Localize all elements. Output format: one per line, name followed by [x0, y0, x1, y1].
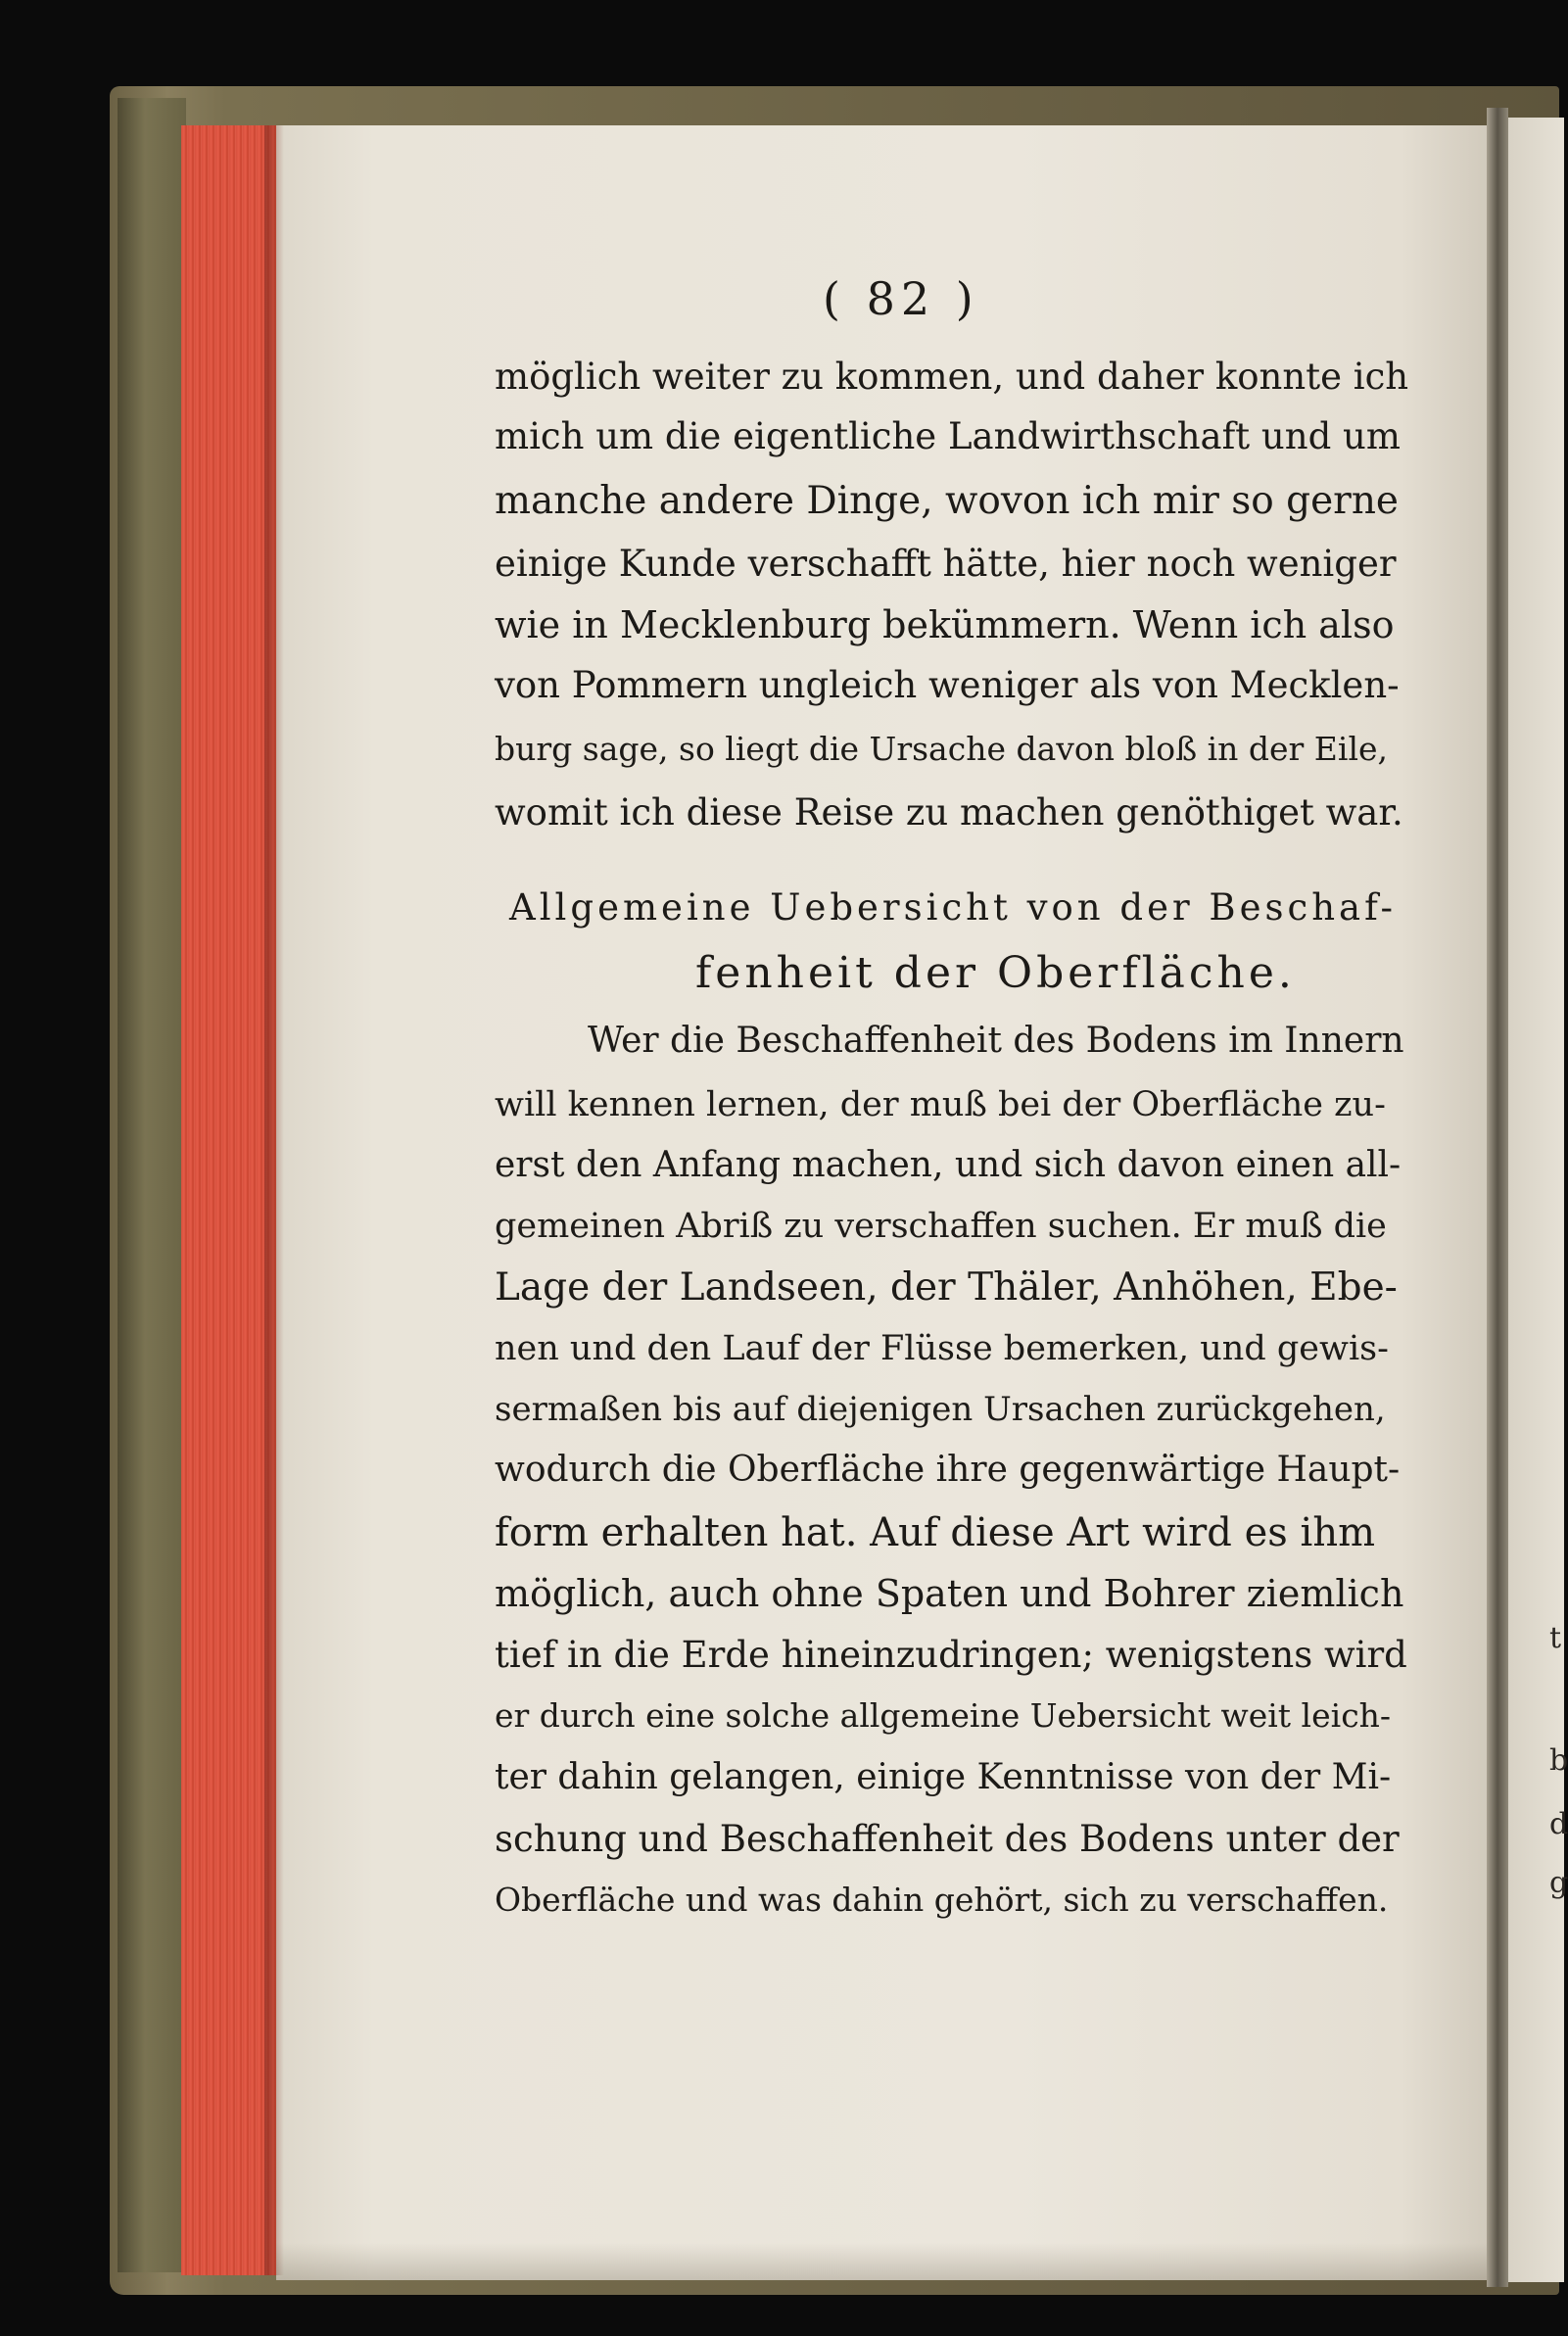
text-line: tief in die Erde hineinzudringen; wenigstens wird [495, 1634, 1407, 1676]
text-line: von Pommern ungleich weniger als von Mecklen- [495, 664, 1400, 706]
text-line: wie in Mecklenburg bekümmern. Wenn ich also [495, 603, 1395, 646]
text-line: wodurch die Oberfläche ihre gegenwärtige Haupt- [495, 1450, 1401, 1490]
next-page-sliver [1508, 118, 1564, 2282]
next-page-fragment: t [1549, 1621, 1562, 1655]
text-line: er durch eine solche allgemeine Uebersicht weit leich- [495, 1696, 1392, 1735]
book-spine-edge [118, 98, 186, 2272]
text-line: ter dahin gelangen, einige Kenntnisse von der Mi- [495, 1757, 1392, 1797]
next-page-fragment: b [1549, 1743, 1568, 1778]
page-edge-shadow [264, 125, 284, 2275]
next-page-fragment: g [1549, 1866, 1568, 1900]
text-line: Wer die Beschaffenheit des Bodens im Innern [588, 1021, 1404, 1061]
text-line: möglich weiter zu kommen, und daher konnte ich [495, 356, 1409, 398]
text-line: form erhalten hat. Auf diese Art wird es ihm [495, 1510, 1376, 1555]
text-line: manche andere Dinge, wovon ich mir so gerne [495, 479, 1400, 523]
text-line: Oberfläche und was dahin gehört, sich zu verschaffen. [495, 1881, 1389, 1919]
text-line: schung und Beschaffenheit des Bodens unter der [495, 1818, 1400, 1860]
text-line: burg sage, so liegt die Ursache davon bloß in der Eile, [495, 730, 1389, 768]
section-heading-line: Allgemeine Uebersicht von der Beschaf- [509, 886, 1397, 929]
text-line: einige Kunde verschafft hätte, hier noch weniger [495, 543, 1397, 585]
text-line: Lage der Landseen, der Thäler, Anhöhen, Ebe- [495, 1265, 1398, 1310]
next-page-fragment: d [1549, 1807, 1568, 1841]
text-line: möglich, auch ohne Spaten und Bohrer ziemlich [495, 1572, 1404, 1615]
text-line: will kennen lernen, der muß bei der Oberfläche zu- [495, 1085, 1386, 1124]
page-bottom-shade [276, 2243, 1498, 2280]
text-line: nen und den Lauf der Flüsse bemerken, und gewis- [495, 1329, 1389, 1368]
text-line: sermaßen bis auf diejenigen Ursachen zurückgehen, [495, 1390, 1386, 1429]
text-line: mich um die eigentliche Landwirthschaft und um [495, 415, 1401, 457]
text-line: womit ich diese Reise zu machen genöthiget war. [495, 791, 1403, 834]
section-heading-line: fenheit der Oberfläche. [695, 948, 1296, 998]
text-line: gemeinen Abriß zu verschaffen suchen. Er muß die [495, 1207, 1387, 1246]
page-number: ( 82 ) [823, 272, 979, 325]
text-line: erst den Anfang machen, und sich davon einen all- [495, 1145, 1402, 1185]
book-gutter [1487, 108, 1508, 2287]
